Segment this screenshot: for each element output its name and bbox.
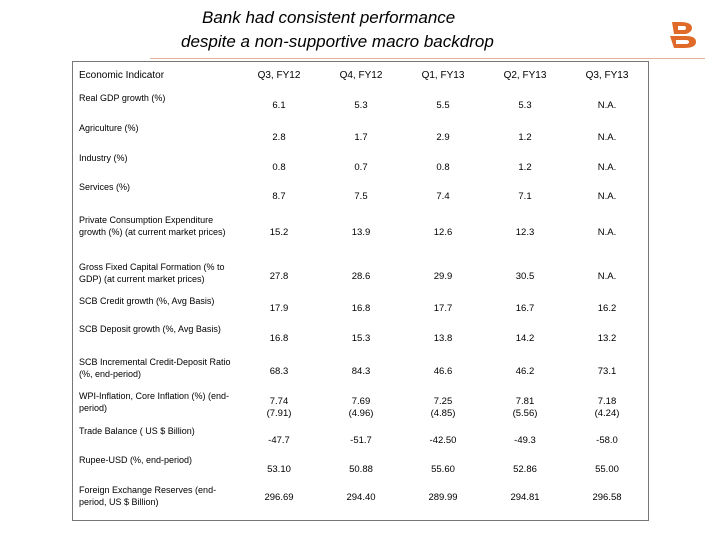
cell-value: 29.9 <box>433 271 453 282</box>
table-row <box>73 259 648 293</box>
cell-value: N.A. <box>597 162 617 173</box>
row-label: Trade Balance ( US $ Billion) <box>79 426 195 436</box>
cell-value: 13.2 <box>597 333 617 344</box>
cell-value: 52.86 <box>513 464 537 475</box>
cell-main-value: 7.74 <box>269 396 289 407</box>
row-label: WPI-Inflation, Core Inflation (%) (end-period) <box>79 391 230 413</box>
cell-sub-value: (4.24) <box>594 408 620 419</box>
cell-value: 28.6 <box>351 271 371 282</box>
cell-value: 13.9 <box>351 227 371 238</box>
cell-value: 55.60 <box>431 464 455 475</box>
cell-value: 1.7 <box>354 132 368 143</box>
table-row <box>73 150 648 179</box>
table-row <box>73 90 648 120</box>
table-row <box>73 179 648 212</box>
economic-indicators-table <box>73 62 648 520</box>
row-label: Private Consumption Expenditure growth (%) (at current market prices) <box>79 215 226 237</box>
cell-value: -49.3 <box>514 435 536 446</box>
row-label: Services (%) <box>79 182 131 192</box>
cell-value: 6.1 <box>272 100 286 111</box>
cell-main-value: 7.18 <box>597 396 617 407</box>
column-header-q3-fy13: Q3, FY13 <box>585 70 629 81</box>
cell-value: N.A. <box>597 100 617 111</box>
column-header-q3-fy12: Q3, FY12 <box>257 70 301 81</box>
cell-value: 16.8 <box>269 333 289 344</box>
table-row <box>73 452 648 482</box>
table-row <box>73 388 648 423</box>
cell-value: 46.2 <box>515 366 535 377</box>
row-label: SCB Deposit growth (%, Avg Basis) <box>79 324 221 334</box>
cell-value: 27.8 <box>269 271 289 282</box>
cell-value: -58.0 <box>596 435 618 446</box>
cell-value: 289.99 <box>428 492 458 503</box>
cell-value: 7.4 <box>436 191 450 202</box>
cell-main-value: 7.69 <box>351 396 371 407</box>
cell-value: 2.9 <box>436 132 450 143</box>
cell-value: 73.1 <box>597 366 617 377</box>
slide-title-line-1: Bank had consistent performance <box>202 8 456 27</box>
cell-value: 84.3 <box>351 366 371 377</box>
cell-value: 12.3 <box>515 227 535 238</box>
table-row <box>73 212 648 259</box>
table-row <box>73 293 648 321</box>
cell-value: -51.7 <box>350 435 372 446</box>
cell-main-value: 7.81 <box>515 396 535 407</box>
table-header-row <box>73 62 648 90</box>
cell-value: 5.3 <box>354 100 368 111</box>
cell-value: 13.8 <box>433 333 453 344</box>
cell-value: 14.2 <box>515 333 535 344</box>
row-label: Industry (%) <box>79 153 128 163</box>
row-label: Real GDP growth (%) <box>79 93 166 103</box>
cell-value: 2.8 <box>272 132 286 143</box>
cell-sub-value: (4.96) <box>348 408 374 419</box>
cell-value: -42.50 <box>429 435 457 446</box>
cell-sub-value: (4.85) <box>430 408 456 419</box>
cell-value: 15.3 <box>351 333 371 344</box>
bank-of-baroda-logo-icon <box>666 20 702 50</box>
cell-value: 50.88 <box>349 464 373 475</box>
cell-value: 55.00 <box>595 464 619 475</box>
cell-value: 296.69 <box>264 492 294 503</box>
cell-value: 1.2 <box>518 162 532 173</box>
cell-sub-value: (7.91) <box>266 408 292 419</box>
cell-value <box>484 388 566 423</box>
cell-value: 0.8 <box>272 162 286 173</box>
cell-value: 5.3 <box>518 100 532 111</box>
row-label: Gross Fixed Capital Formation (% to GDP) (at current market prices) <box>79 262 225 284</box>
table-row <box>73 354 648 388</box>
cell-value: N.A. <box>597 227 617 238</box>
cell-value: 16.2 <box>597 303 617 314</box>
cell-value: 7.1 <box>518 191 532 202</box>
cell-value: 16.7 <box>515 303 535 314</box>
column-header-q1-fy13: Q1, FY13 <box>421 70 465 81</box>
cell-value: 68.3 <box>269 366 289 377</box>
cell-value: 294.40 <box>346 492 376 503</box>
cell-value: 30.5 <box>515 271 535 282</box>
title-divider <box>150 58 705 59</box>
column-header-indicator: Economic Indicator <box>79 70 165 81</box>
cell-value: 7.5 <box>354 191 368 202</box>
cell-value: 46.6 <box>433 366 453 377</box>
row-label: SCB Credit growth (%, Avg Basis) <box>79 296 215 306</box>
row-label: Foreign Exchange Reserves (end-period, US $ Billion) <box>79 485 217 507</box>
table-row <box>73 423 648 452</box>
cell-value: 5.5 <box>436 100 450 111</box>
cell-value: -47.7 <box>268 435 290 446</box>
cell-sub-value: (5.56) <box>512 408 538 419</box>
cell-value: 296.58 <box>592 492 622 503</box>
cell-value: 17.9 <box>269 303 289 314</box>
cell-value: N.A. <box>597 132 617 143</box>
column-header-q2-fy13: Q2, FY13 <box>503 70 547 81</box>
row-label: Agriculture (%) <box>79 123 139 133</box>
cell-value <box>320 388 402 423</box>
cell-value: 1.2 <box>518 132 532 143</box>
slide-title <box>150 6 570 54</box>
cell-value <box>238 388 320 423</box>
table-row <box>73 120 648 150</box>
cell-value <box>566 388 648 423</box>
cell-value: 294.81 <box>510 492 540 503</box>
cell-value <box>402 388 484 423</box>
cell-value: 15.2 <box>269 227 289 238</box>
cell-value: N.A. <box>597 271 617 282</box>
cell-value: 0.7 <box>354 162 368 173</box>
row-label: Rupee-USD (%, end-period) <box>79 455 193 465</box>
cell-value: 8.7 <box>272 191 286 202</box>
cell-value: 12.6 <box>433 227 453 238</box>
slide-title-line-2: despite a non-supportive macro backdrop <box>181 32 494 51</box>
cell-value: 17.7 <box>433 303 453 314</box>
cell-value: 53.10 <box>267 464 291 475</box>
cell-value: 0.8 <box>436 162 450 173</box>
table-row <box>73 482 648 520</box>
cell-value: N.A. <box>597 191 617 202</box>
cell-main-value: 7.25 <box>433 396 453 407</box>
column-header-q4-fy12: Q4, FY12 <box>339 70 383 81</box>
row-label: SCB Incremental Credit-Deposit Ratio (%, end-period) <box>79 357 231 379</box>
cell-value: 16.8 <box>351 303 371 314</box>
table-row <box>73 321 648 354</box>
